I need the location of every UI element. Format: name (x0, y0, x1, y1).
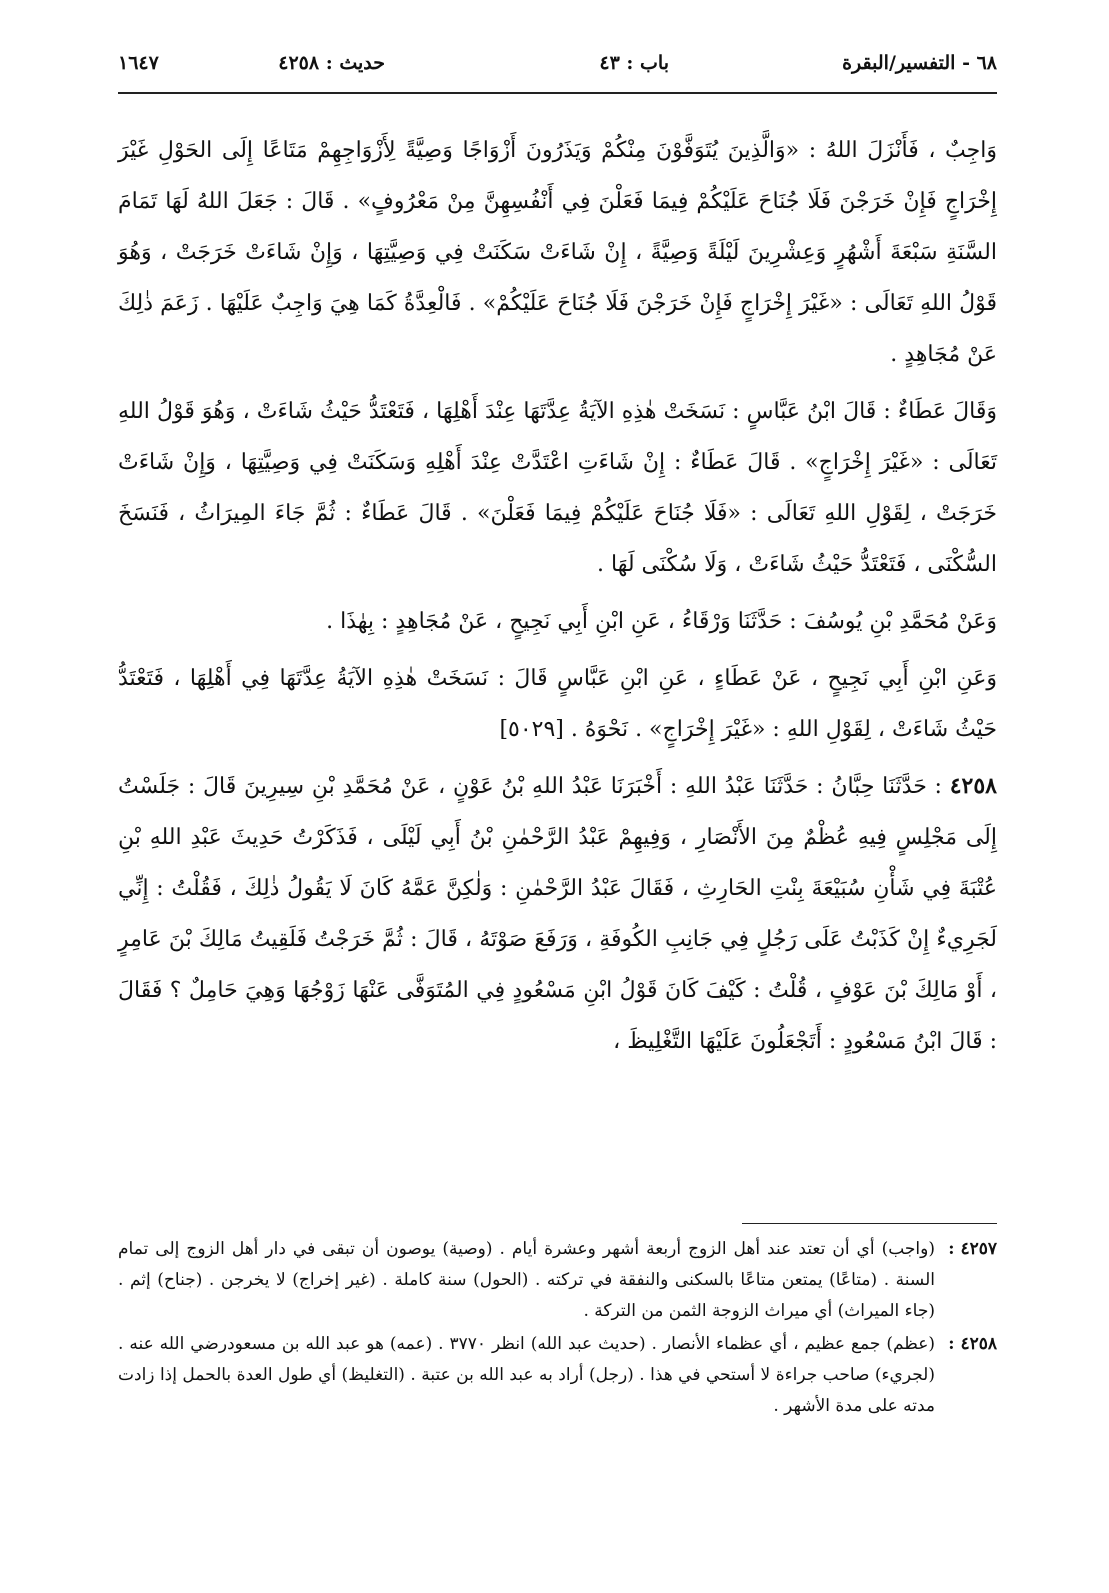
footnote-number: ٤٢٥٧ : (948, 1239, 997, 1259)
hadith-paragraph (118, 761, 997, 1067)
footnote (118, 1234, 997, 1327)
paragraph: وَاجِبٌ ، فَأَنْزَلَ اللهُ : «وَالَّذِينَ يُتَوَفَّوْنَ مِنْكُمْ وَيَذَرُونَ أَزْوَاجًا وَصِيَّةً لِأَزْوَاجِهِمْ مَتَاعًا إِلَى الحَوْلِ غَيْرَ إِخْرَاجٍ فَإِنْ خَرَجْنَ فَلَا جُنَاحَ عَلَيْكُمْ فِيمَا فَعَلْنَ فِي أَنْفُسِهِنَّ مِنْ مَعْرُوفٍ» . قَالَ : جَعَلَ اللهُ لَهَا تَمَامَ السَّنَةِ سَبْعَةَ أَشْهُرٍ وَعِشْرِينَ لَيْلَةً وَصِيَّةً ، إِنْ شَاءَتْ سَكَنَتْ فِي وَصِيَّتِهَا ، وَإِنْ شَاءَتْ خَرَجَتْ ، وَهُوَ قَوْلُ اللهِ تَعَالَى : «غَيْرَ إِخْرَاجٍ فَإِنْ خَرَجْنَ فَلَا جُنَاحَ عَلَيْكُمْ» . فَالْعِدَّةُ كَمَا هِيَ وَاجِبٌ عَلَيْهَا . زَعَمَ ذٰلِكَ عَنْ مُجَاهِدٍ . (118, 138, 997, 367)
hadith-range: حديث : ٤٢٥٨ (278, 52, 385, 74)
hadith-number: ٤٢٥٨ (949, 773, 997, 799)
footnote-text: (عظم) جمع عظيم ، أي عظماء الأنصار . (حديث عبد الله) انظر ٣٧٧٠ . (عمه) هو عبد الله بن مسعودرضي الله عنه . (لجريء) صاحب جراءة لا أستحي في هذا . (رجل) أراد به عبد الله بن عتبة . (التغليظ) أي طول العدة بالحمل إذا زادت مدته على مدة الأشهر . (118, 1334, 935, 1416)
main-text (118, 125, 997, 1054)
paragraph: وَقَالَ عَطَاءٌ : قَالَ ابْنُ عَبَّاسٍ : نَسَخَتْ هٰذِهِ الآيَةُ عِدَّتَهَا عِنْدَ أَهْلِهَا ، فَتَعْتَدُّ حَيْثُ شَاءَتْ ، وَهُوَ قَوْلُ اللهِ تَعَالَى : «غَيْرَ إِخْرَاجٍ» . قَالَ عَطَاءٌ : إِنْ شَاءَتِ اعْتَدَّتْ عِنْدَ أَهْلِهِ وَسَكَنَتْ فِي وَصِيَّتِهَا ، وَإِنْ شَاءَتْ خَرَجَتْ ، لِقَوْلِ اللهِ تَعَالَى : «فَلَا جُنَاحَ عَلَيْكُمْ فِيمَا فَعَلْنَ» . قَالَ عَطَاءٌ : ثُمَّ جَاءَ المِيرَاثُ ، فَنَسَخَ السُّكْنَى ، فَتَعْتَدُّ حَيْثُ شَاءَتْ ، وَلَا سُكْنَى لَهَا . (118, 399, 997, 577)
chapter-title: ٦٨ - التفسير/البقرة (842, 52, 997, 74)
footnote-number: ٤٢٥٨ : (948, 1334, 997, 1354)
paragraph: وَعَنِ ابْنِ أَبِي نَجِيحٍ ، عَنْ عَطَاءٍ ، عَنِ ابْنِ عَبَّاسٍ قَالَ : نَسَخَتْ هٰذِهِ الآيَةُ عِدَّتَهَا فِي أَهْلِهَا ، فَتَعْتَدُّ حَيْثُ شَاءَتْ ، لِقَوْلِ اللهِ : «غَيْرَ إِخْرَاجٍ» . نَحْوَهُ . [٥٠٢٩] (118, 666, 997, 742)
hadith-text: : حَدَّثَنَا حِبَّانُ : حَدَّثَنَا عَبْدُ اللهِ : أَخْبَرَنَا عَبْدُ اللهِ بْنُ عَوْنٍ ، عَنْ مُحَمَّدِ بْنِ سِيرِينَ قَالَ : جَلَسْتُ إِلَى مَجْلِسٍ فِيهِ عُظْمٌ مِنَ الأَنْصَارِ ، وَفِيهِمْ عَبْدُ الرَّحْمٰنِ بْنُ أَبِي لَيْلَى ، فَذَكَرْتُ حَدِيثَ عَبْدِ اللهِ بْنِ عُتْبَةَ فِي شَأْنِ سُبَيْعَةَ بِنْتِ الحَارِثِ ، فَقَالَ عَبْدُ الرَّحْمٰنِ : وَلٰكِنَّ عَمَّهُ كَانَ لَا يَقُولُ ذٰلِكَ ، فَقُلْتُ : إِنِّي لَجَرِيءٌ إِنْ كَذَبْتُ عَلَى رَجُلٍ فِي جَانِبِ الكُوفَةِ ، وَرَفَعَ صَوْتَهُ ، قَالَ : ثُمَّ خَرَجْتُ فَلَقِيتُ مَالِكَ بْنَ عَامِرٍ ، أَوْ مَالِكَ بْنَ عَوْفٍ ، قُلْتُ : كَيْفَ كَانَ قَوْلُ ابْنِ مَسْعُودٍ فِي المُتَوَفَّى عَنْهَا زَوْجُهَا وَهِيَ حَامِلٌ ؟ فَقَالَ : قَالَ ابْنُ مَسْعُودٍ : أَتَجْعَلُونَ عَلَيْهَا التَّغْلِيظَ ، (118, 774, 997, 1054)
header-divider (118, 92, 997, 94)
footnotes (118, 1234, 997, 1474)
paragraph: وَعَنْ مُحَمَّدِ بْنِ يُوسُفَ : حَدَّثَنَا وَرْقَاءُ ، عَنِ ابْنِ أَبِي نَجِيحٍ ، عَنْ مُجَاهِدٍ : بِهٰذَا . (326, 609, 997, 634)
footnote-text: (واجب) أي أن تعتد عند أهل الزوج أربعة أشهر وعشرة أيام . (وصية) يوصون أن تبقى في دار أهل الزوج إلى تمام السنة . (متاعًا) يمتعن متاعًا بالسكنى والنفقة في تركته . (الحول) سنة كاملة . (غير إخراج) لا يخرجن . (جناح) إثم . (جاء الميراث) أي ميراث الزوجة الثمن من التركة . (118, 1239, 935, 1321)
page-number: ١٦٤٧ (118, 52, 159, 74)
footnote-divider (742, 1223, 997, 1224)
bab-number: باب : ٤٣ (599, 52, 669, 74)
running-header (118, 40, 997, 90)
footnote (118, 1329, 997, 1422)
